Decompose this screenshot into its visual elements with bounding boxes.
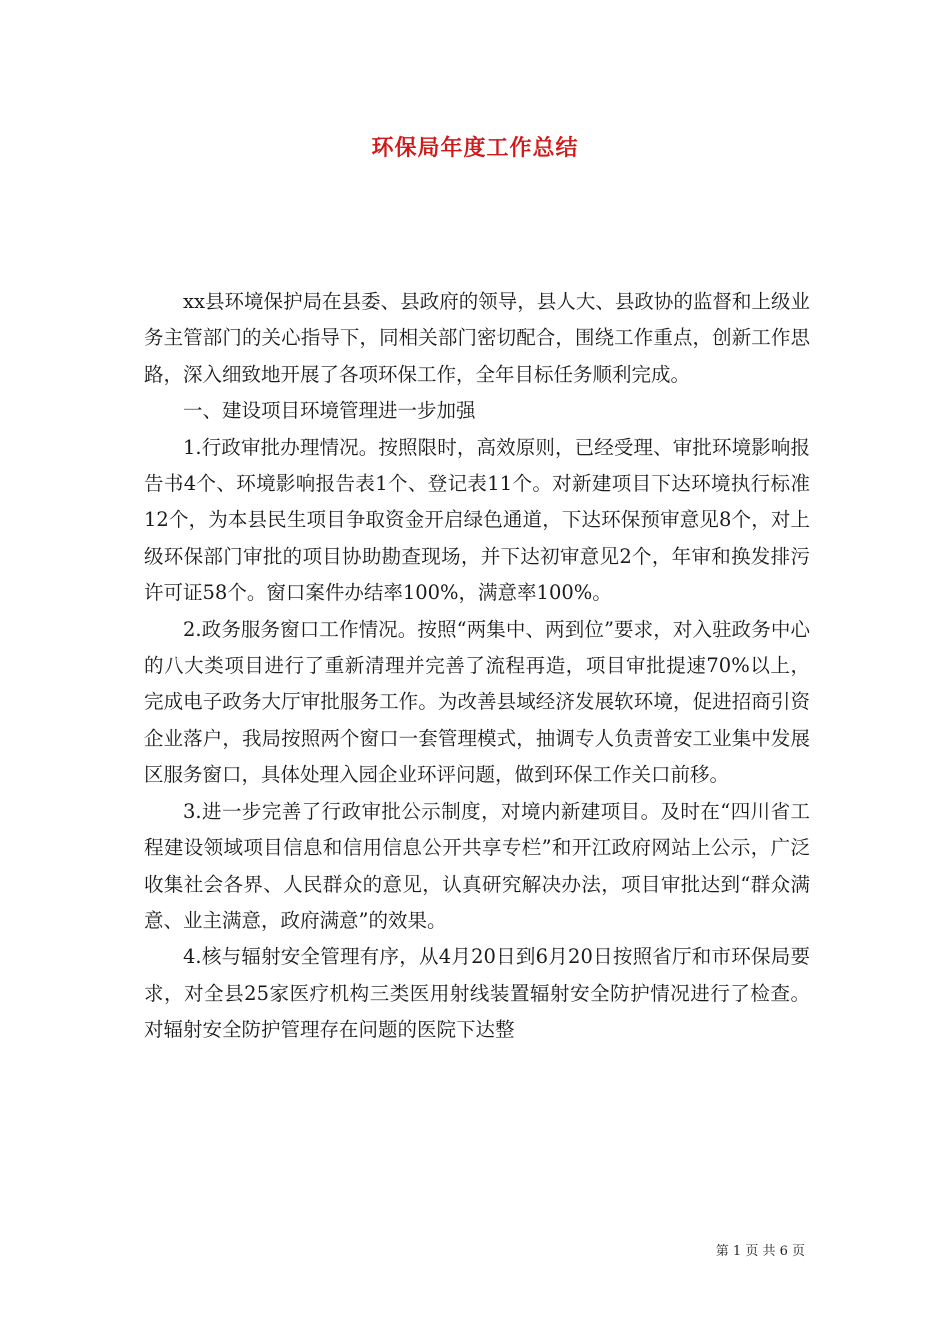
section-heading: 一、建设项目环境管理进一步加强 xyxy=(183,399,476,423)
paragraph-intro: xx县环境保护局在县委、县政府的领导，县人大、县政协的监督和上级业务主管部门的关心指导下，同相关部门密切配合，围绕工作重点，创新工作思路，深入细致地开展了各项环保工作，全年目标任务顺利完成。 xyxy=(144,290,810,386)
document-body xyxy=(144,284,810,1049)
paragraph-item-4: 4.核与辐射安全管理有序，从4月20日到6月20日按照省厅和市环保局要求，对全县25家医疗机构三类医用射线装置辐射安全防护情况进行了检查。对辐射安全防护管理存在问题的医院下达整 xyxy=(144,945,810,1042)
paragraph-item-1: 1.行政审批办理情况。按照限时，高效原则，已经受理、审批环境影响报告书4个、环境影响报告表1个、登记表11个。对新建项目下达环境执行标准12个，为本县民生项目争取资金开启绿色通道，下达环保预审意见8个，对上级环保部门审批的项目协助勘查现场，并下达初审意见2个，年审和换发排污许可证58个。窗口案件办结率100%，满意率100%。 xyxy=(144,435,810,605)
document-title: 环保局年度工作总结 xyxy=(371,136,579,161)
paragraph-item-3: 3.进一步完善了行政审批公示制度，对境内新建项目。及时在“四川省工程建设领域项目信息和信用信息公开共享专栏”和开江政府网站上公示，广泛收集社会各界、人民群众的意见，认真研究解决办法，项目审批达到“群众满意、业主满意，政府满意”的效果。 xyxy=(144,799,810,932)
page-number: 第 1 页 共 6 页 xyxy=(715,1244,805,1259)
paragraph-item-2: 2.政务服务窗口工作情况。按照“两集中、两到位”要求，对入驻政务中心的八大类项目进行了重新清理并完善了流程再造，项目审批提速70%以上，完成电子政务大厅审批服务工作。为改善县域经济发展软环境，促进招商引资企业落户，我局按照两个窗口一套管理模式，抽调专人负责普安工业集中发展区服务窗口，具体处理入园企业环评问题，做到环保工作关口前移。 xyxy=(144,617,810,787)
